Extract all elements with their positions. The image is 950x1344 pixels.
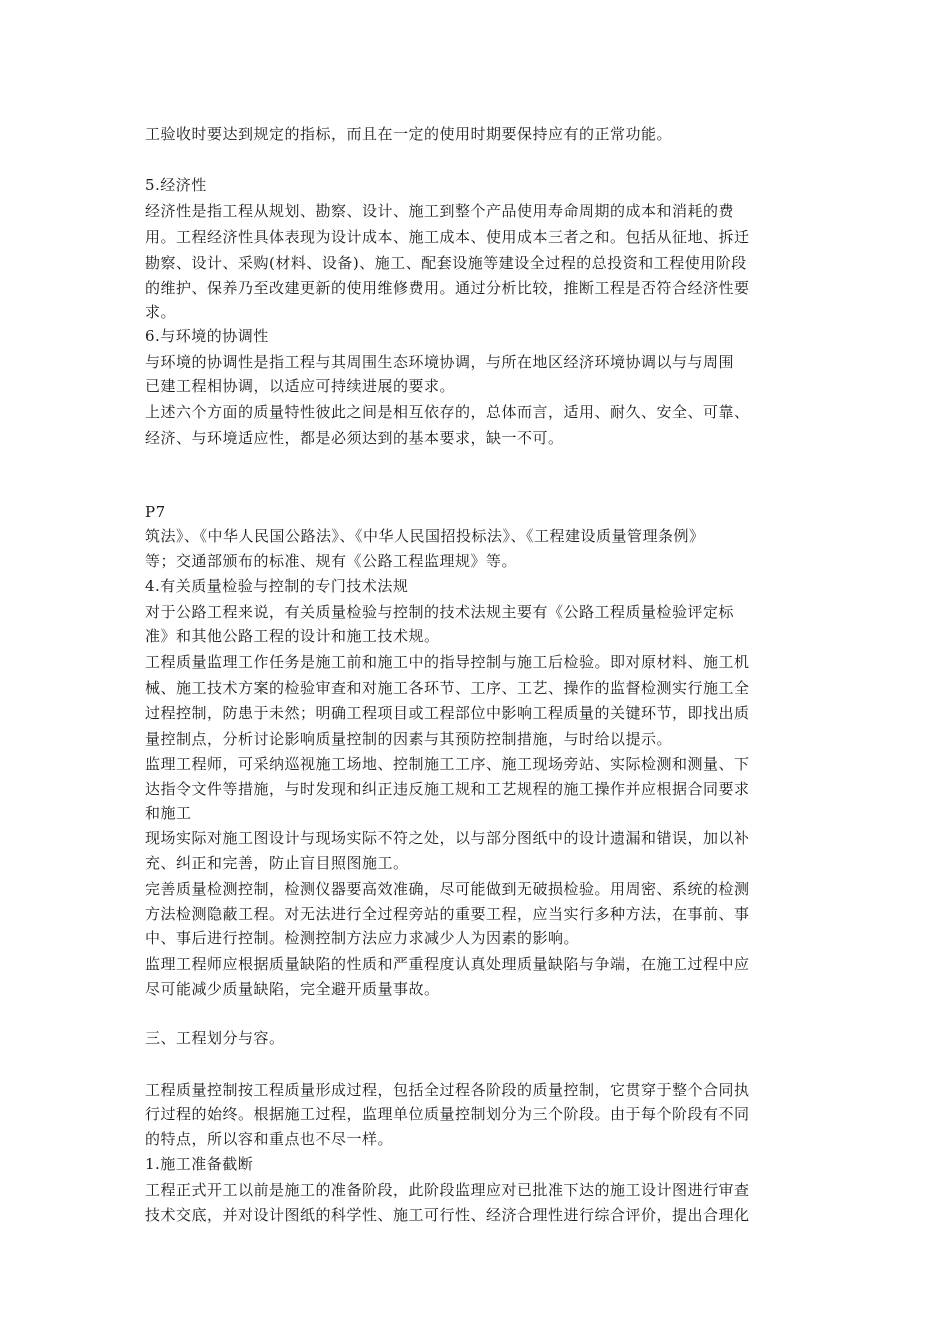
text-line: 准》和其他公路工程的设计和施工技术规。 xyxy=(145,627,440,645)
text-line: 经济性是指工程从规划、勘察、设计、施工到整个产品使用寿命周期的成本和消耗的费 xyxy=(145,202,735,220)
text-line: 工程质量监理工作任务是施工前和施工中的指导控制与施工后检验。即对原材料、施工机 xyxy=(145,653,750,671)
text-line: 的维护、保养乃至改建更新的使用维修费用。通过分析比较，推断工程是否符合经济性要 xyxy=(145,279,750,297)
text-line: 上述六个方面的质量特性彼此之间是相互依存的，总体而言，适用、耐久、安全、可靠、 xyxy=(145,403,750,421)
text-line: 经济、与环境适应性，都是必须达到的基本要求，缺一不可。 xyxy=(145,429,564,447)
text-line: 等；交通部颁布的标准、规有《公路工程监理规》等。 xyxy=(145,552,518,570)
text-line: 充、纠正和完善，防止盲目照图施工。 xyxy=(145,854,409,872)
text-line: 工程正式开工以前是施工的准备阶段，此阶段监理应对已批准下达的施工设计图进行审查 xyxy=(145,1181,750,1199)
text-line: 量控制点，分析讨论影响质量控制的因素与其预防控制措施，与时给以提示。 xyxy=(145,730,673,748)
page-marker: P7 xyxy=(145,503,166,521)
section-heading: 6.与环境的协调性 xyxy=(145,327,269,345)
text-line: 完善质量检测控制，检测仪器要高效准确，尽可能做到无破损检验。用周密、系统的检测 xyxy=(145,880,750,898)
text-line: 求。 xyxy=(145,303,177,321)
text-line: 监理工程师，可采纳巡视施工场地、控制施工工序、施工现场旁站、实际检测和测量、下 xyxy=(145,755,750,773)
text-line: 和施工 xyxy=(145,804,192,822)
text-line: 对于公路工程来说，有关质量检验与控制的技术法规主要有《公路工程质量检验评定标 xyxy=(145,603,735,621)
text-line: 方法检测隐蔽工程。对无法进行全过程旁站的重要工程，应当实行多种方法，在事前、事 xyxy=(145,905,750,923)
text-line: 与环境的协调性是指工程与其周围生态环境协调，与所在地区经济环境协调以与与周围 xyxy=(145,353,735,371)
text-line: 过程控制，防患于未然；明确工程项目或工程部位中影响工程质量的关键环节，即找出质 xyxy=(145,704,750,722)
text-line: 中、事后进行控制。检测控制方法应力求减少人为因素的影响。 xyxy=(145,929,580,947)
text-line: 械、施工技术方案的检验审查和对施工各环节、工序、工艺、操作的监督检测实行施工全 xyxy=(145,679,750,697)
text-line: 筑法》、《中华人民国公路法》、《中华人民国招投标法》、《工程建设质量管理条例》 xyxy=(145,527,705,545)
text-line: 勘察、设计、采购(材料、设备)、施工、配套设施等建设全过程的总投资和工程使用阶段 xyxy=(145,254,747,272)
text-line: 用。工程经济性具体表现为设计成本、施工成本、使用成本三者之和。包括从征地、拆迁 xyxy=(145,228,750,246)
text-line: 监理工程师应根据质量缺陷的性质和严重程度认真处理质量缺陷与争端，在施工过程中应 xyxy=(145,955,750,973)
text-line: 工验收时要达到规定的指标，而且在一定的使用时期要保持应有的正常功能。 xyxy=(145,125,673,143)
text-line: 已建工程相协调，以适应可持续进展的要求。 xyxy=(145,377,456,395)
text-line: 的特点，所以容和重点也不尽一样。 xyxy=(145,1130,394,1148)
text-line: 工程质量控制按工程质量形成过程，包括全过程各阶段的质量控制，它贯穿于整个合同执 xyxy=(145,1081,750,1099)
text-line: 达指令文件等措施，与时发现和纠正违反施工规和工艺规程的施工操作并应根据合同要求 xyxy=(145,780,750,798)
text-line: 技术交底，并对设计图纸的科学性、施工可行性、经济合理性进行综合评价，提出合理化 xyxy=(145,1206,750,1224)
section-heading: 4.有关质量检验与控制的专门技术法规 xyxy=(145,577,409,595)
section-heading: 1.施工准备截断 xyxy=(145,1155,254,1173)
section-heading: 三、工程划分与容。 xyxy=(145,1029,285,1047)
section-heading: 5.经济性 xyxy=(145,176,207,194)
text-line: 现场实际对施工图设计与现场实际不符之处，以与部分图纸中的设计遗漏和错误，加以补 xyxy=(145,829,750,847)
text-line: 尽可能减少质量缺陷，完全避开质量事故。 xyxy=(145,980,440,998)
text-line: 行过程的始终。根据施工过程，监理单位质量控制划分为三个阶段。由于每个阶段有不同 xyxy=(145,1105,750,1123)
